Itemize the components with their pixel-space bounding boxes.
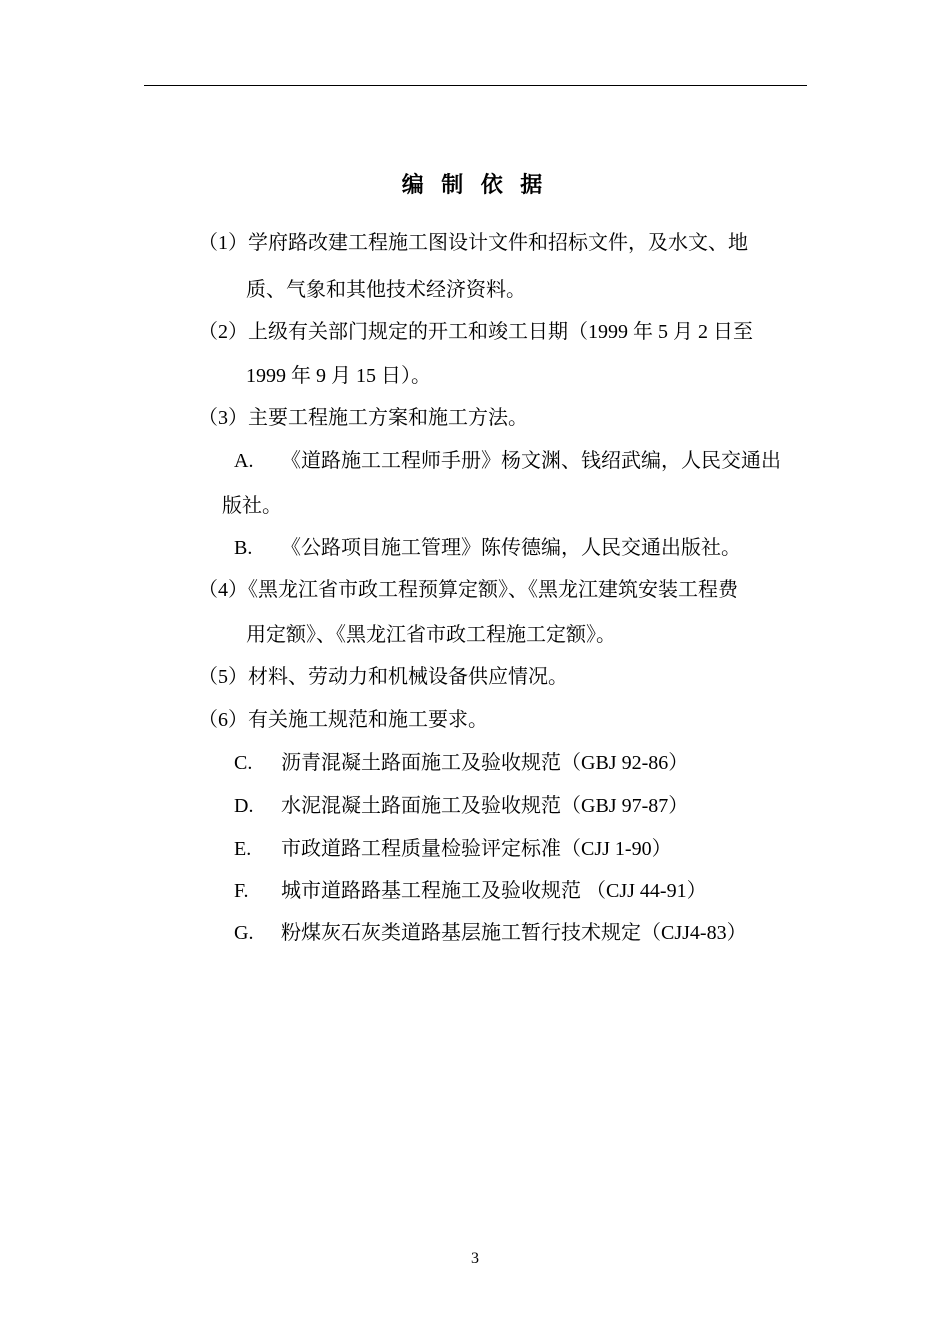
list-text: 水泥混凝土路面施工及验收规范（GBJ 97-87） [281,795,689,817]
item-3: （3）主要工程施工方案和施工方法。 [198,407,528,429]
list-letter: E. [234,838,252,860]
item-3-sub-b [234,534,741,562]
list-letter: D. [234,795,254,817]
item-2-line-2: 1999 年 9 月 15 日）。 [246,365,431,387]
list-text: 《公路项目施工管理》陈传德编，人民交通出版社。 [281,537,741,559]
item-1-line-1: （1）学府路改建工程施工图设计文件和招标文件，及水文、地 [198,232,748,254]
list-text: 粉煤灰石灰类道路基层施工暂行技术规定（CJJ4-83） [281,922,747,944]
item-6-sub-c [234,749,688,777]
item-1-line-2: 质、气象和其他技术经济资料。 [246,279,526,301]
list-text: 市政道路工程质量检验评定标准（CJJ 1-90） [281,838,672,860]
item-6-sub-d [234,792,688,820]
item-6: （6）有关施工规范和施工要求。 [198,709,488,731]
item-3-sub-a [234,447,781,475]
list-letter: A. [234,450,254,472]
item-6-sub-e [234,835,672,863]
list-text: 沥青混凝土路面施工及验收规范（GBJ 92-86） [281,752,689,774]
page-title: 编 制 依 据 [401,172,549,197]
list-letter: F. [234,880,249,902]
list-text: 城市道路路基工程施工及验收规范 （CJJ 44-91） [281,880,707,902]
item-2-line-1: （2）上级有关部门规定的开工和竣工日期（1999 年 5 月 2 日至 [198,321,753,343]
list-text: 《道路施工工程师手册》杨文渊、钱绍武编，人民交通出 [281,450,781,472]
header-rule [144,85,807,86]
list-letter: B. [234,537,253,559]
list-letter: C. [234,752,253,774]
item-6-sub-f [234,877,707,905]
list-letter: G. [234,922,254,944]
page-number: 3 [471,1250,479,1267]
item-4-line-1: （4）《黑龙江省市政工程预算定额》、《黑龙江建筑安装工程费 [198,579,738,601]
item-4-line-2: 用定额》、《黑龙江省市政工程施工定额》。 [246,624,616,646]
item-5: （5）材料、劳动力和机械设备供应情况。 [198,666,568,688]
item-3-sub-a-line-2: 版社。 [222,495,282,517]
item-6-sub-g [234,919,747,947]
